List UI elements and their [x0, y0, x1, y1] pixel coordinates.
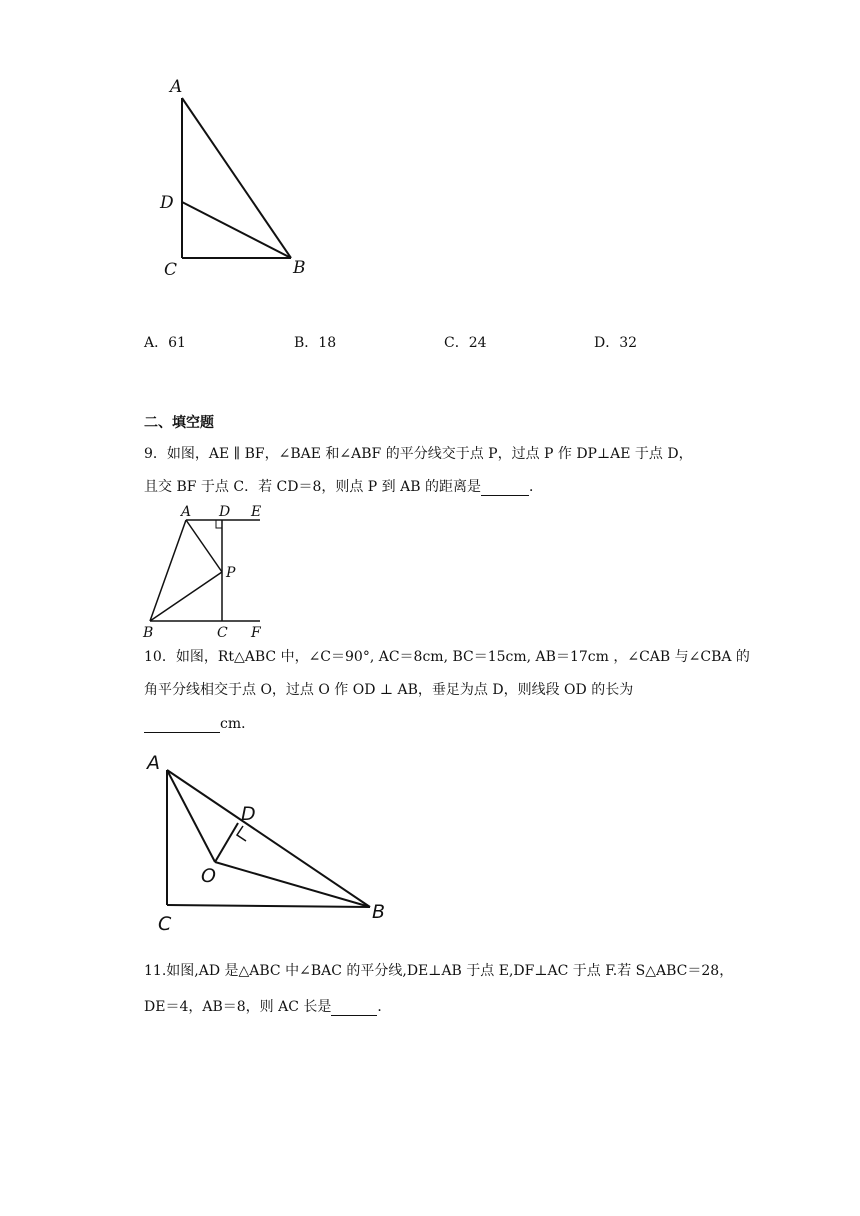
q9-end: ．	[528, 479, 543, 495]
q9-line2-text: 且交 BF 于点 C．若 CD＝8，则点 P 到 AB 的距离是	[144, 479, 481, 495]
figure-q9	[0, 500, 860, 660]
segment-od	[215, 823, 238, 862]
q11-line2-text: DE＝4，AB＝8，则 AC 长是	[144, 999, 332, 1015]
right-angle-mark-d	[237, 826, 246, 841]
figure-q10	[0, 740, 860, 940]
label-d: D	[241, 803, 256, 825]
q11-line2	[144, 998, 391, 1016]
segment-db	[182, 202, 291, 258]
section-title: 二、填空题	[144, 415, 214, 431]
q10-unit: cm．	[220, 716, 256, 732]
label-a: A	[181, 504, 192, 520]
q10-line2: 角平分线相交于点 O，过点 O 作 OD ⊥ AB，垂足为点 D，则线段 OD 的长为	[144, 682, 634, 698]
segment-ab	[150, 520, 186, 621]
option-c	[444, 332, 487, 352]
segment-bp	[150, 572, 222, 621]
segment-cb	[167, 905, 370, 907]
label-d: D	[160, 193, 174, 213]
label-c: C	[217, 625, 228, 641]
option-d-letter: D．	[594, 335, 620, 351]
segment-ob	[215, 862, 370, 907]
label-b: B	[372, 901, 386, 923]
q10-line1: 10．如图，Rt△ABC 中，∠C＝90°, AC＝8cm, BC＝15cm, AB＝17cm ，∠CAB 与∠CBA 的	[144, 649, 750, 665]
option-b-value: 18	[318, 335, 337, 351]
q10-answer-blank[interactable]	[144, 716, 220, 733]
option-b	[294, 332, 336, 352]
label-e: E	[251, 504, 262, 520]
figure-q8	[0, 0, 860, 300]
label-f: F	[251, 625, 261, 641]
segment-ao	[167, 770, 215, 862]
q9-answer-blank[interactable]	[481, 479, 529, 496]
q11-end: ．	[377, 999, 392, 1015]
label-o: O	[201, 865, 216, 887]
option-c-value: 24	[468, 335, 487, 351]
label-d: D	[219, 504, 231, 520]
q9-line1: 9．如图，AE ∥ BF，∠BAE 和∠ABF 的平分线交于点 P，过点 P 作 DP⊥AE 于点 D，	[144, 446, 693, 462]
segment-ab	[167, 770, 370, 907]
q11-line1: 11.如图,AD 是△ABC 中∠BAC 的平分线,DE⊥AB 于点 E,DF⊥AC 于点 F.若 S△ABC＝28，	[144, 963, 734, 979]
label-a: A	[147, 752, 160, 774]
label-p: P	[226, 565, 236, 581]
option-d-value: 32	[619, 335, 638, 351]
q9-line2	[144, 478, 543, 496]
option-a-value: 61	[168, 335, 186, 351]
option-c-letter: C．	[444, 335, 469, 351]
q11-answer-blank[interactable]	[331, 999, 377, 1016]
label-c: C	[164, 260, 178, 280]
label-b: B	[143, 625, 154, 641]
segment-ab	[182, 98, 291, 258]
option-b-letter: B．	[294, 335, 319, 351]
label-a: A	[170, 77, 183, 97]
label-c: C	[158, 913, 172, 935]
right-angle-mark-d	[216, 520, 222, 528]
option-d	[594, 332, 637, 352]
option-a	[144, 332, 186, 352]
label-b: B	[293, 258, 306, 278]
q10-line3	[144, 715, 255, 733]
option-a-letter: A．	[144, 335, 169, 351]
